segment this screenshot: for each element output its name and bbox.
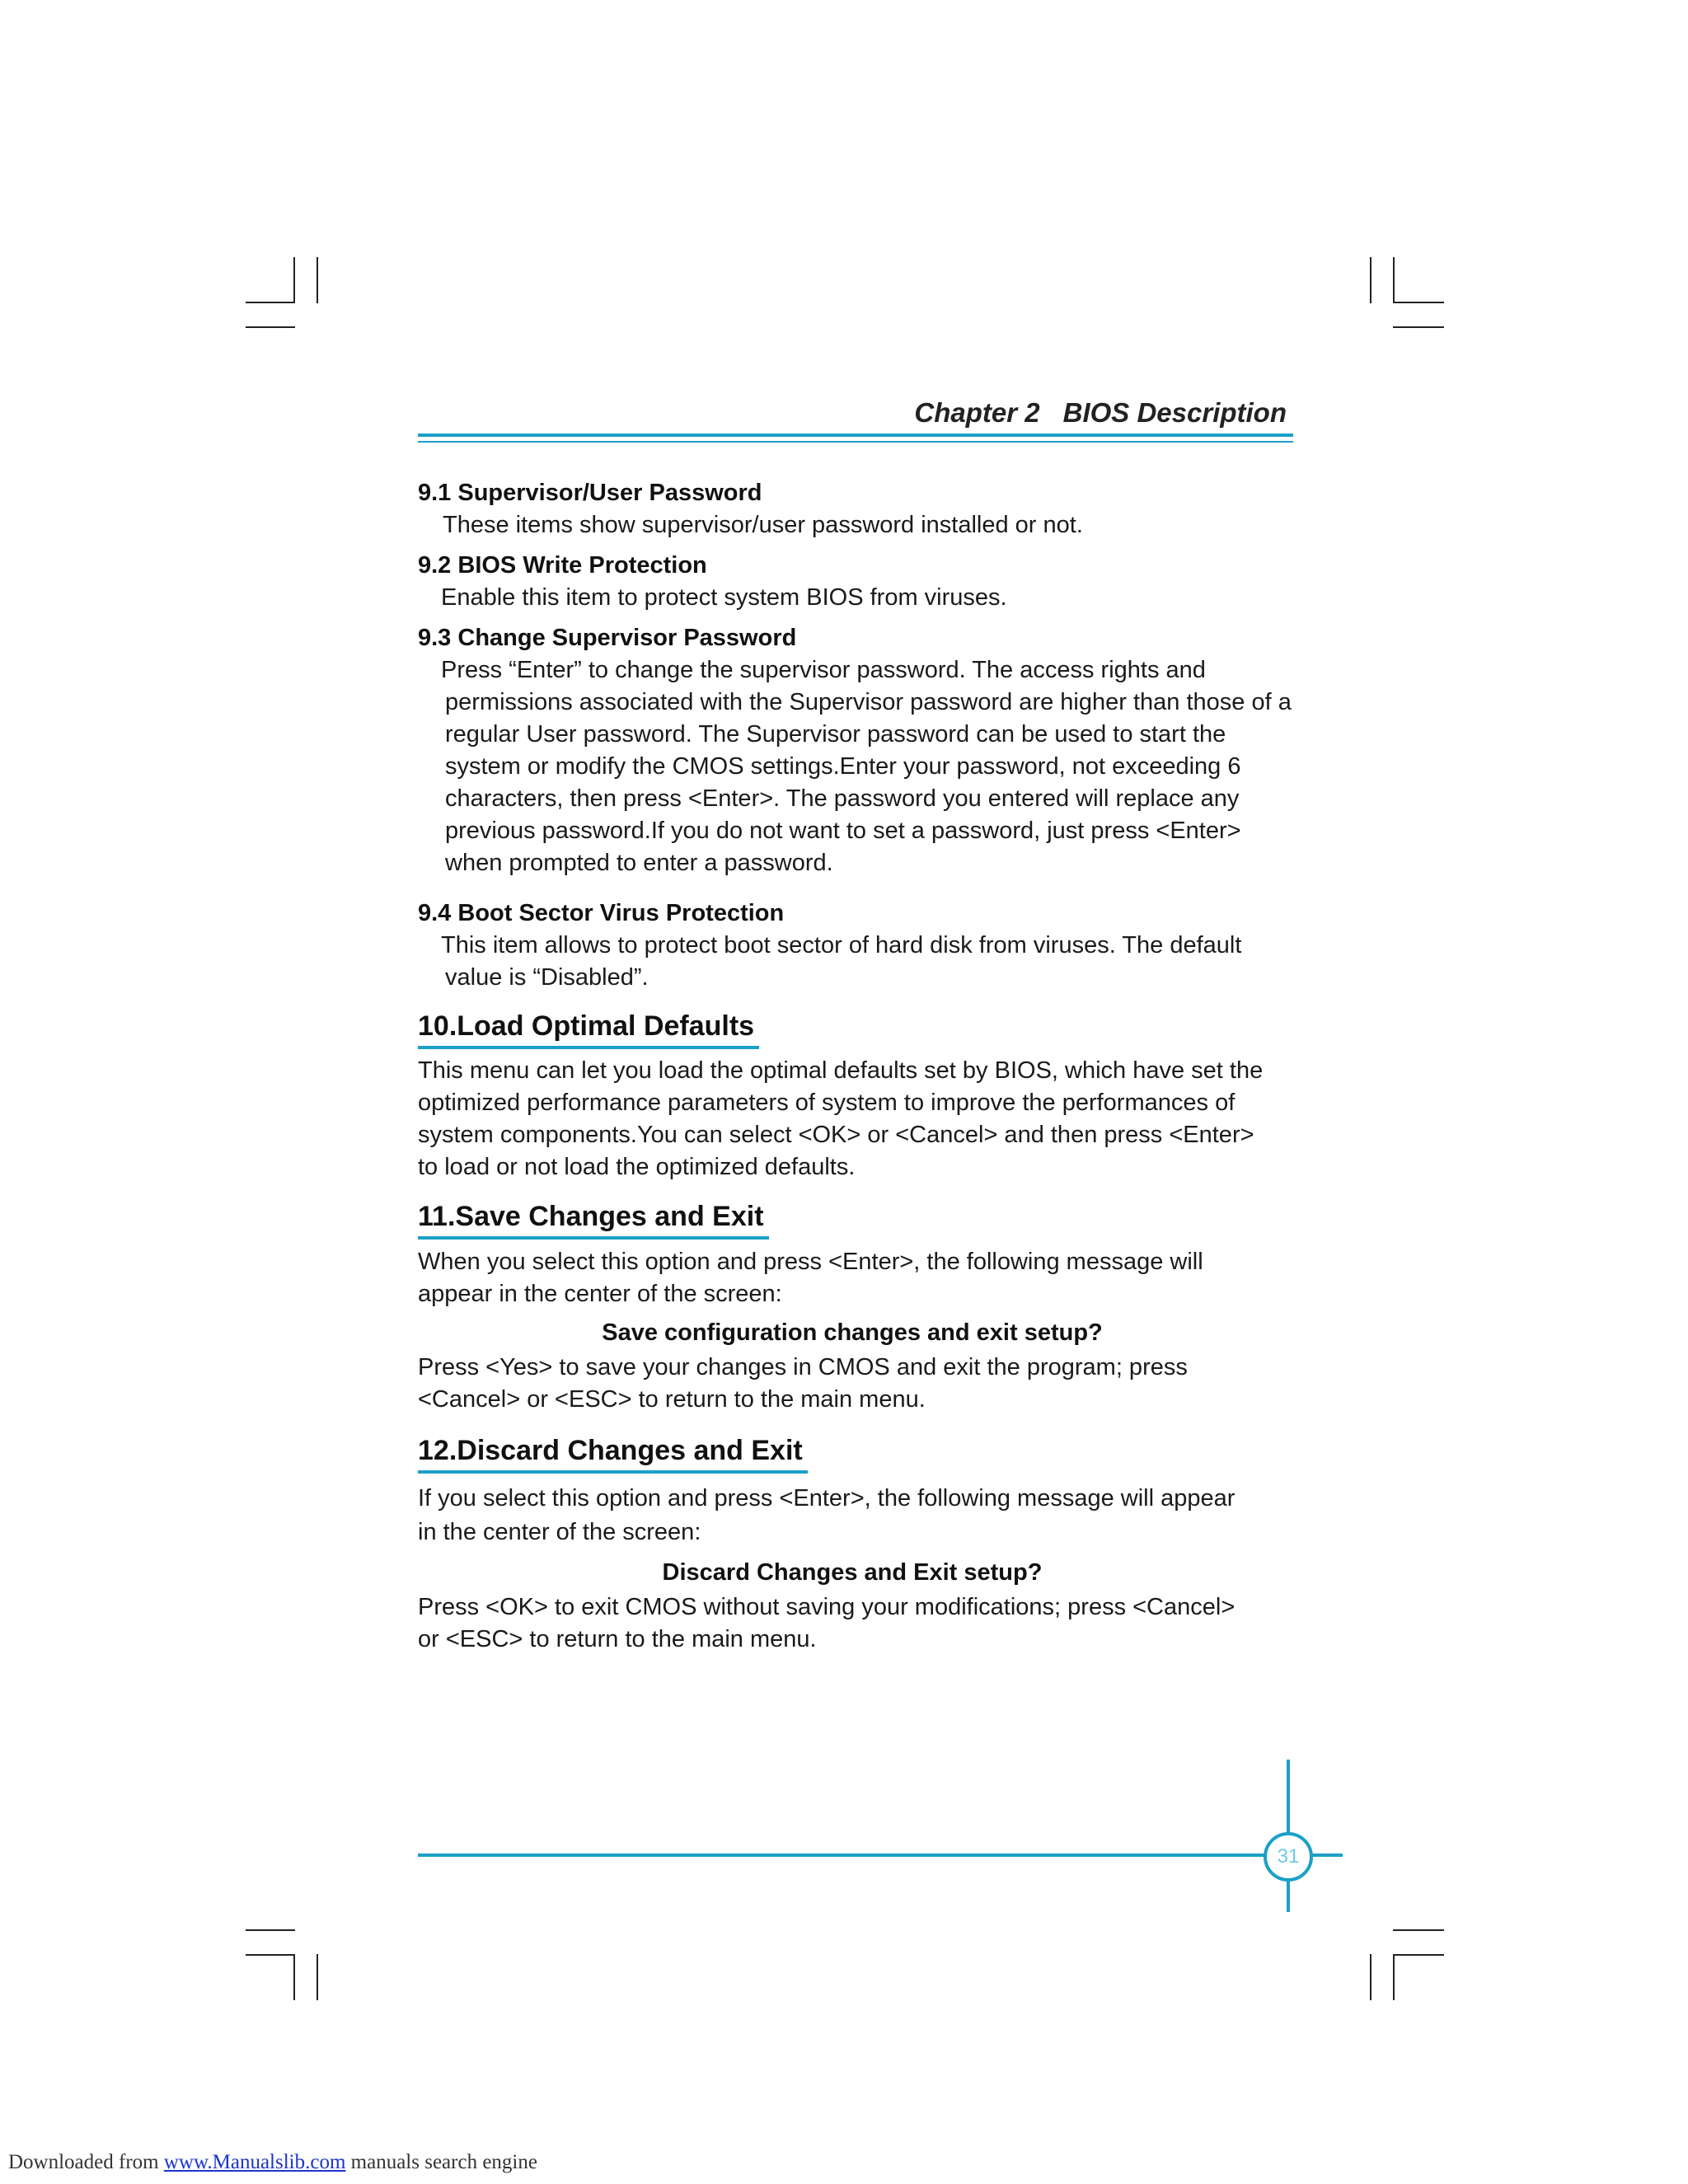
- paragraph-9-3-first: [441, 654, 1206, 687]
- paragraph-10: [418, 1055, 1263, 1183]
- text-line: Press “Enter” to change the supervisor password. The access rights and: [441, 657, 1206, 683]
- text-line: This menu can let you load the optimal defaults set by BIOS, which have set the: [418, 1057, 1264, 1084]
- paragraph-12-after: [418, 1591, 1235, 1656]
- text-line: system components.You can select <OK> or <Cancel> and then press <Enter>: [418, 1122, 1254, 1148]
- text-line: This item allows to protect boot sector of hard disk from viruses. The default: [441, 932, 1242, 958]
- text-line: or <ESC> to return to the main menu.: [418, 1626, 817, 1652]
- header-rule-thin: [418, 441, 1293, 443]
- paragraph-9-2: [441, 582, 1007, 614]
- page-number-badge: [1264, 1832, 1313, 1882]
- paragraph-11: [418, 1246, 1203, 1310]
- paragraph-9-1: [443, 509, 1083, 541]
- text-line: These items show supervisor/user password installed or not.: [443, 512, 1083, 538]
- text-line: Enable this item to protect system BIOS from viruses.: [441, 584, 1007, 611]
- page-number: 31: [1277, 1845, 1300, 1868]
- manualslib-link[interactable]: www.Manualslib.com: [163, 2151, 346, 2173]
- chapter-title: BIOS Description: [1062, 397, 1287, 428]
- paragraph-9-4: [445, 962, 649, 994]
- header-rule: [418, 434, 1293, 437]
- message-discard: Discard Changes and Exit setup?: [662, 1559, 1043, 1586]
- footer-suffix: manuals search engine: [350, 2151, 537, 2173]
- text-line: Press <Yes> to save your changes in CMOS and exit the program; press: [418, 1354, 1188, 1380]
- text-line: If you select this option and press <Enter>, the following message will appear: [418, 1485, 1236, 1511]
- chapter-header: [418, 397, 1287, 429]
- subsection-title-9-4: 9.4 Boot Sector Virus Protection: [418, 900, 785, 926]
- text-line: regular User password. The Supervisor password can be used to start the: [445, 721, 1226, 748]
- message-save-config: Save configuration changes and exit setup?: [602, 1319, 1103, 1346]
- subsection-title-9-1: 9.1 Supervisor/User Password: [418, 480, 762, 506]
- subsection-title-9-3: 9.3 Change Supervisor Password: [418, 625, 797, 651]
- text-line: Press <OK> to exit CMOS without saving your modifications; press <Cancel>: [418, 1594, 1236, 1620]
- section-title-12: 12.Discard Changes and Exit: [418, 1435, 808, 1474]
- paragraph-9-3: [445, 687, 1292, 879]
- paragraph-11-after: [418, 1352, 1188, 1416]
- paragraph-9-4-first: [441, 930, 1241, 962]
- section-title-11: 11.Save Changes and Exit: [418, 1201, 769, 1240]
- text-line: to load or not load the optimized defaults.: [418, 1154, 856, 1180]
- text-line: value is “Disabled”.: [445, 964, 649, 991]
- footer-prefix: Downloaded from: [8, 2151, 159, 2173]
- page-bottom-rule: [418, 1854, 1343, 1857]
- text-line: previous password.If you do not want to set a password, just press <Enter>: [445, 818, 1241, 844]
- subsection-title-9-2: 9.2 BIOS Write Protection: [418, 552, 707, 579]
- section-title-10: 10.Load Optimal Defaults: [418, 1010, 759, 1049]
- text-line: in the center of the screen:: [418, 1519, 701, 1545]
- text-line: system or modify the CMOS settings.Enter your password, not exceeding 6: [445, 753, 1241, 780]
- text-line: permissions associated with the Supervisor password are higher than those of a: [445, 689, 1292, 715]
- paragraph-12: [418, 1483, 1235, 1549]
- download-footer: [8, 2151, 537, 2174]
- text-line: optimized performance parameters of system to improve the performances of: [418, 1090, 1236, 1116]
- text-line: When you select this option and press <Enter>, the following message will: [418, 1249, 1203, 1275]
- chapter-label: Chapter 2: [914, 397, 1040, 428]
- text-line: characters, then press <Enter>. The password you entered will replace any: [445, 785, 1240, 812]
- text-line: <Cancel> or <ESC> to return to the main menu.: [418, 1386, 926, 1413]
- text-line: appear in the center of the screen:: [418, 1281, 782, 1307]
- text-line: when prompted to enter a password.: [445, 850, 833, 876]
